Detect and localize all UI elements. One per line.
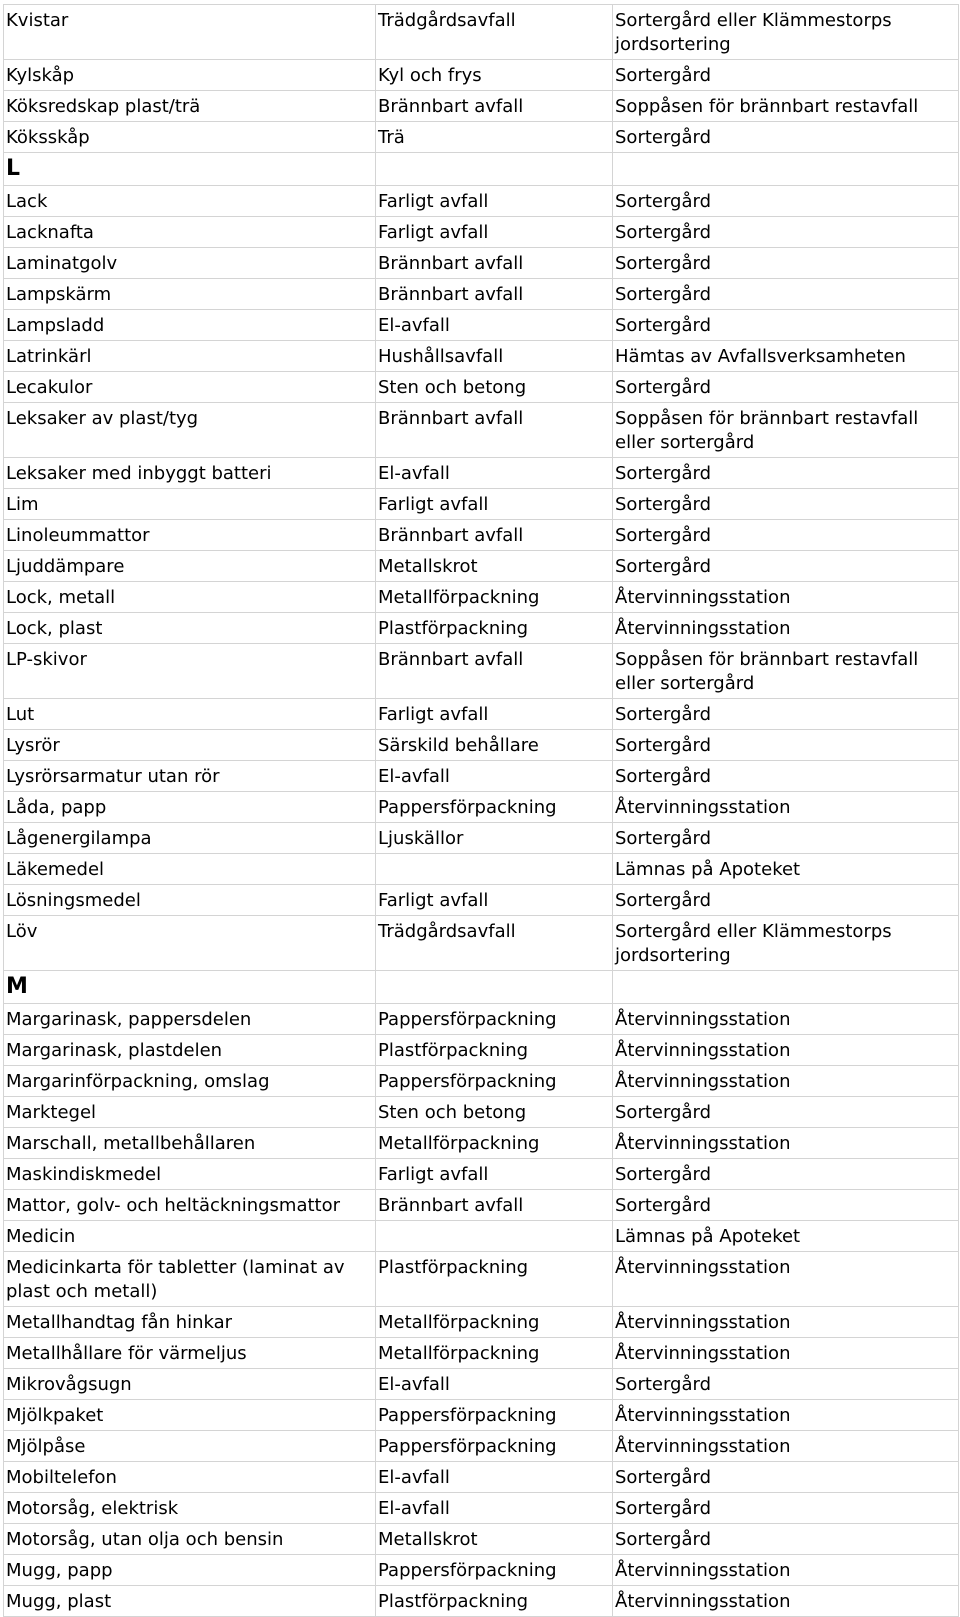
table-row xyxy=(4,520,959,551)
waste-category-cell: Brännbart avfall xyxy=(376,279,613,310)
destination-cell: Sortergård xyxy=(613,60,959,91)
destination-cell: Soppåsen för brännbart restavfall xyxy=(613,91,959,122)
table-row xyxy=(4,916,959,971)
item-name-cell: Marktegel xyxy=(4,1097,376,1128)
item-name-cell: Laminatgolv xyxy=(4,248,376,279)
waste-category-cell: Plastförpackning xyxy=(376,1252,613,1307)
destination-cell: Soppåsen för brännbart restavfall eller sortergård xyxy=(613,644,959,699)
waste-category-cell xyxy=(376,854,613,885)
item-name-cell: Lock, plast xyxy=(4,613,376,644)
table-row xyxy=(4,372,959,403)
destination-cell: Sortergård xyxy=(613,823,959,854)
waste-category-cell: Pappersförpackning xyxy=(376,792,613,823)
empty-cell xyxy=(613,971,959,1004)
destination-cell: Återvinningsstation xyxy=(613,792,959,823)
table-row xyxy=(4,1369,959,1400)
destination-cell: Sortergård xyxy=(613,1190,959,1221)
destination-cell: Sortergård xyxy=(613,761,959,792)
item-name-cell: Medicin xyxy=(4,1221,376,1252)
waste-category-cell: Farligt avfall xyxy=(376,699,613,730)
destination-cell: Sortergård xyxy=(613,279,959,310)
destination-cell: Återvinningsstation xyxy=(613,1431,959,1462)
item-name-cell: Löv xyxy=(4,916,376,971)
waste-category-cell: Brännbart avfall xyxy=(376,403,613,458)
item-name-cell: Lysrör xyxy=(4,730,376,761)
table-row xyxy=(4,1252,959,1307)
table-row xyxy=(4,823,959,854)
waste-category-cell: Metallförpackning xyxy=(376,582,613,613)
table-row xyxy=(4,310,959,341)
destination-cell: Sortergård xyxy=(613,248,959,279)
destination-cell: Sortergård xyxy=(613,1493,959,1524)
table-row xyxy=(4,248,959,279)
item-name-cell: Lysrörsarmatur utan rör xyxy=(4,761,376,792)
waste-category-cell: El-avfall xyxy=(376,1493,613,1524)
waste-category-cell: Plastförpackning xyxy=(376,613,613,644)
item-name-cell: Mobiltelefon xyxy=(4,1462,376,1493)
table-body xyxy=(4,5,959,1617)
destination-cell: Lämnas på Apoteket xyxy=(613,1221,959,1252)
waste-category-cell: El-avfall xyxy=(376,458,613,489)
table-row xyxy=(4,1400,959,1431)
destination-cell: Sortergård xyxy=(613,122,959,153)
waste-category-cell: Pappersförpackning xyxy=(376,1431,613,1462)
destination-cell: Sortergård xyxy=(613,699,959,730)
item-name-cell: Leksaker av plast/tyg xyxy=(4,403,376,458)
waste-category-cell: Plastförpackning xyxy=(376,1035,613,1066)
letter-heading: M xyxy=(4,971,376,1004)
waste-category-cell: Farligt avfall xyxy=(376,186,613,217)
waste-category-cell: Metallförpackning xyxy=(376,1338,613,1369)
destination-cell: Sortergård xyxy=(613,372,959,403)
item-name-cell: Mjölkpaket xyxy=(4,1400,376,1431)
waste-category-cell: Plastförpackning xyxy=(376,1586,613,1617)
waste-category-cell: Trä xyxy=(376,122,613,153)
table-row xyxy=(4,792,959,823)
letter-heading-row xyxy=(4,971,959,1004)
item-name-cell: Lut xyxy=(4,699,376,730)
destination-cell: Hämtas av Avfallsverksamheten xyxy=(613,341,959,372)
destination-cell: Soppåsen för brännbart restavfall eller sortergård xyxy=(613,403,959,458)
table-row xyxy=(4,458,959,489)
table-row xyxy=(4,1097,959,1128)
waste-category-cell: Farligt avfall xyxy=(376,217,613,248)
destination-cell: Sortergård xyxy=(613,458,959,489)
table-row xyxy=(4,1066,959,1097)
table-row xyxy=(4,699,959,730)
destination-cell: Återvinningsstation xyxy=(613,1586,959,1617)
destination-cell: Återvinningsstation xyxy=(613,1035,959,1066)
item-name-cell: Mugg, papp xyxy=(4,1555,376,1586)
item-name-cell: Margarinförpackning, omslag xyxy=(4,1066,376,1097)
item-name-cell: Låda, papp xyxy=(4,792,376,823)
item-name-cell: Maskindiskmedel xyxy=(4,1159,376,1190)
item-name-cell: Lock, metall xyxy=(4,582,376,613)
table-row xyxy=(4,1586,959,1617)
waste-category-cell: Pappersförpackning xyxy=(376,1066,613,1097)
waste-category-cell: Farligt avfall xyxy=(376,489,613,520)
waste-category-cell: Metallförpackning xyxy=(376,1128,613,1159)
table-row xyxy=(4,186,959,217)
table-row xyxy=(4,730,959,761)
item-name-cell: Lecakulor xyxy=(4,372,376,403)
item-name-cell: Lack xyxy=(4,186,376,217)
waste-category-cell: Brännbart avfall xyxy=(376,248,613,279)
item-name-cell: LP-skivor xyxy=(4,644,376,699)
item-name-cell: Mjölpåse xyxy=(4,1431,376,1462)
table-row xyxy=(4,341,959,372)
destination-cell: Sortergård xyxy=(613,520,959,551)
item-name-cell: Margarinask, pappersdelen xyxy=(4,1004,376,1035)
table-row xyxy=(4,1190,959,1221)
table-row xyxy=(4,761,959,792)
destination-cell: Sortergård xyxy=(613,1369,959,1400)
waste-category-cell: Sten och betong xyxy=(376,1097,613,1128)
waste-category-cell xyxy=(376,1221,613,1252)
destination-cell: Återvinningsstation xyxy=(613,1066,959,1097)
waste-category-cell: Brännbart avfall xyxy=(376,644,613,699)
item-name-cell: Lösningsmedel xyxy=(4,885,376,916)
table-row xyxy=(4,1555,959,1586)
table-row xyxy=(4,1524,959,1555)
item-name-cell: Metallhandtag fån hinkar xyxy=(4,1307,376,1338)
destination-cell: Återvinningsstation xyxy=(613,1555,959,1586)
waste-category-cell: Metallskrot xyxy=(376,1524,613,1555)
item-name-cell: Köksredskap plast/trä xyxy=(4,91,376,122)
table-row xyxy=(4,644,959,699)
waste-category-cell: Metallförpackning xyxy=(376,1307,613,1338)
item-name-cell: Lacknafta xyxy=(4,217,376,248)
destination-cell: Återvinningsstation xyxy=(613,1338,959,1369)
waste-category-cell: Kyl och frys xyxy=(376,60,613,91)
item-name-cell: Latrinkärl xyxy=(4,341,376,372)
table-row xyxy=(4,1338,959,1369)
waste-category-cell: Trädgårdsavfall xyxy=(376,5,613,60)
table-row xyxy=(4,1004,959,1035)
item-name-cell: Lampskärm xyxy=(4,279,376,310)
waste-category-cell: Särskild behållare xyxy=(376,730,613,761)
item-name-cell: Ljuddämpare xyxy=(4,551,376,582)
waste-category-cell: Brännbart avfall xyxy=(376,1190,613,1221)
item-name-cell: Lim xyxy=(4,489,376,520)
item-name-cell: Medicinkarta för tabletter (laminat av plast och metall) xyxy=(4,1252,376,1307)
waste-category-cell: Sten och betong xyxy=(376,372,613,403)
destination-cell: Sortergård xyxy=(613,885,959,916)
destination-cell: Sortergård xyxy=(613,489,959,520)
waste-category-cell: Hushållsavfall xyxy=(376,341,613,372)
table-row xyxy=(4,122,959,153)
table-row xyxy=(4,551,959,582)
item-name-cell: Kvistar xyxy=(4,5,376,60)
destination-cell: Återvinningsstation xyxy=(613,1128,959,1159)
table-row xyxy=(4,1307,959,1338)
table-row xyxy=(4,854,959,885)
waste-category-cell: Pappersförpackning xyxy=(376,1400,613,1431)
destination-cell: Återvinningsstation xyxy=(613,1004,959,1035)
item-name-cell: Mugg, plast xyxy=(4,1586,376,1617)
table-row xyxy=(4,1221,959,1252)
item-name-cell: Metallhållare för värmeljus xyxy=(4,1338,376,1369)
table-row xyxy=(4,5,959,60)
destination-cell: Sortergård xyxy=(613,1159,959,1190)
table-row xyxy=(4,582,959,613)
item-name-cell: Motorsåg, utan olja och bensin xyxy=(4,1524,376,1555)
destination-cell: Sortergård xyxy=(613,1462,959,1493)
empty-cell xyxy=(376,971,613,1004)
item-name-cell: Köksskåp xyxy=(4,122,376,153)
destination-cell: Återvinningsstation xyxy=(613,1307,959,1338)
letter-heading-row xyxy=(4,153,959,186)
empty-cell xyxy=(376,153,613,186)
destination-cell: Lämnas på Apoteket xyxy=(613,854,959,885)
item-name-cell: Mikrovågsugn xyxy=(4,1369,376,1400)
destination-cell: Sortergård xyxy=(613,1097,959,1128)
item-name-cell: Leksaker med inbyggt batteri xyxy=(4,458,376,489)
item-name-cell: Marschall, metallbehållaren xyxy=(4,1128,376,1159)
destination-cell: Återvinningsstation xyxy=(613,1252,959,1307)
destination-cell: Återvinningsstation xyxy=(613,1400,959,1431)
item-name-cell: Läkemedel xyxy=(4,854,376,885)
table-row xyxy=(4,1493,959,1524)
waste-category-cell: Farligt avfall xyxy=(376,885,613,916)
waste-category-cell: Pappersförpackning xyxy=(376,1004,613,1035)
table-row xyxy=(4,1462,959,1493)
table-row xyxy=(4,1035,959,1066)
empty-cell xyxy=(613,153,959,186)
table-row xyxy=(4,613,959,644)
destination-cell: Sortergård xyxy=(613,310,959,341)
waste-category-cell: Ljuskällor xyxy=(376,823,613,854)
waste-category-cell: El-avfall xyxy=(376,1462,613,1493)
destination-cell: Sortergård xyxy=(613,186,959,217)
waste-sorting-table xyxy=(3,4,959,1617)
item-name-cell: Mattor, golv- och heltäckningsmattor xyxy=(4,1190,376,1221)
destination-cell: Sortergård xyxy=(613,1524,959,1555)
destination-cell: Sortergård eller Klämmestorps jordsortering xyxy=(613,5,959,60)
table-row xyxy=(4,885,959,916)
waste-category-cell: Farligt avfall xyxy=(376,1159,613,1190)
table-row xyxy=(4,489,959,520)
table-row xyxy=(4,1159,959,1190)
waste-category-cell: Brännbart avfall xyxy=(376,520,613,551)
waste-category-cell: Metallskrot xyxy=(376,551,613,582)
table-row xyxy=(4,60,959,91)
waste-category-cell: Brännbart avfall xyxy=(376,91,613,122)
item-name-cell: Lampsladd xyxy=(4,310,376,341)
table-row xyxy=(4,1128,959,1159)
destination-cell: Sortergård xyxy=(613,217,959,248)
item-name-cell: Margarinask, plastdelen xyxy=(4,1035,376,1066)
waste-category-cell: El-avfall xyxy=(376,310,613,341)
destination-cell: Återvinningsstation xyxy=(613,582,959,613)
table-row xyxy=(4,217,959,248)
waste-category-cell: Pappersförpackning xyxy=(376,1555,613,1586)
waste-category-cell: Trädgårdsavfall xyxy=(376,916,613,971)
table-row xyxy=(4,403,959,458)
item-name-cell: Motorsåg, elektrisk xyxy=(4,1493,376,1524)
destination-cell: Återvinningsstation xyxy=(613,613,959,644)
item-name-cell: Linoleummattor xyxy=(4,520,376,551)
waste-category-cell: El-avfall xyxy=(376,1369,613,1400)
item-name-cell: Lågenergilampa xyxy=(4,823,376,854)
table-row xyxy=(4,1431,959,1462)
destination-cell: Sortergård eller Klämmestorps jordsortering xyxy=(613,916,959,971)
table-row xyxy=(4,279,959,310)
destination-cell: Sortergård xyxy=(613,551,959,582)
letter-heading: L xyxy=(4,153,376,186)
table-row xyxy=(4,91,959,122)
destination-cell: Sortergård xyxy=(613,730,959,761)
waste-category-cell: El-avfall xyxy=(376,761,613,792)
item-name-cell: Kylskåp xyxy=(4,60,376,91)
